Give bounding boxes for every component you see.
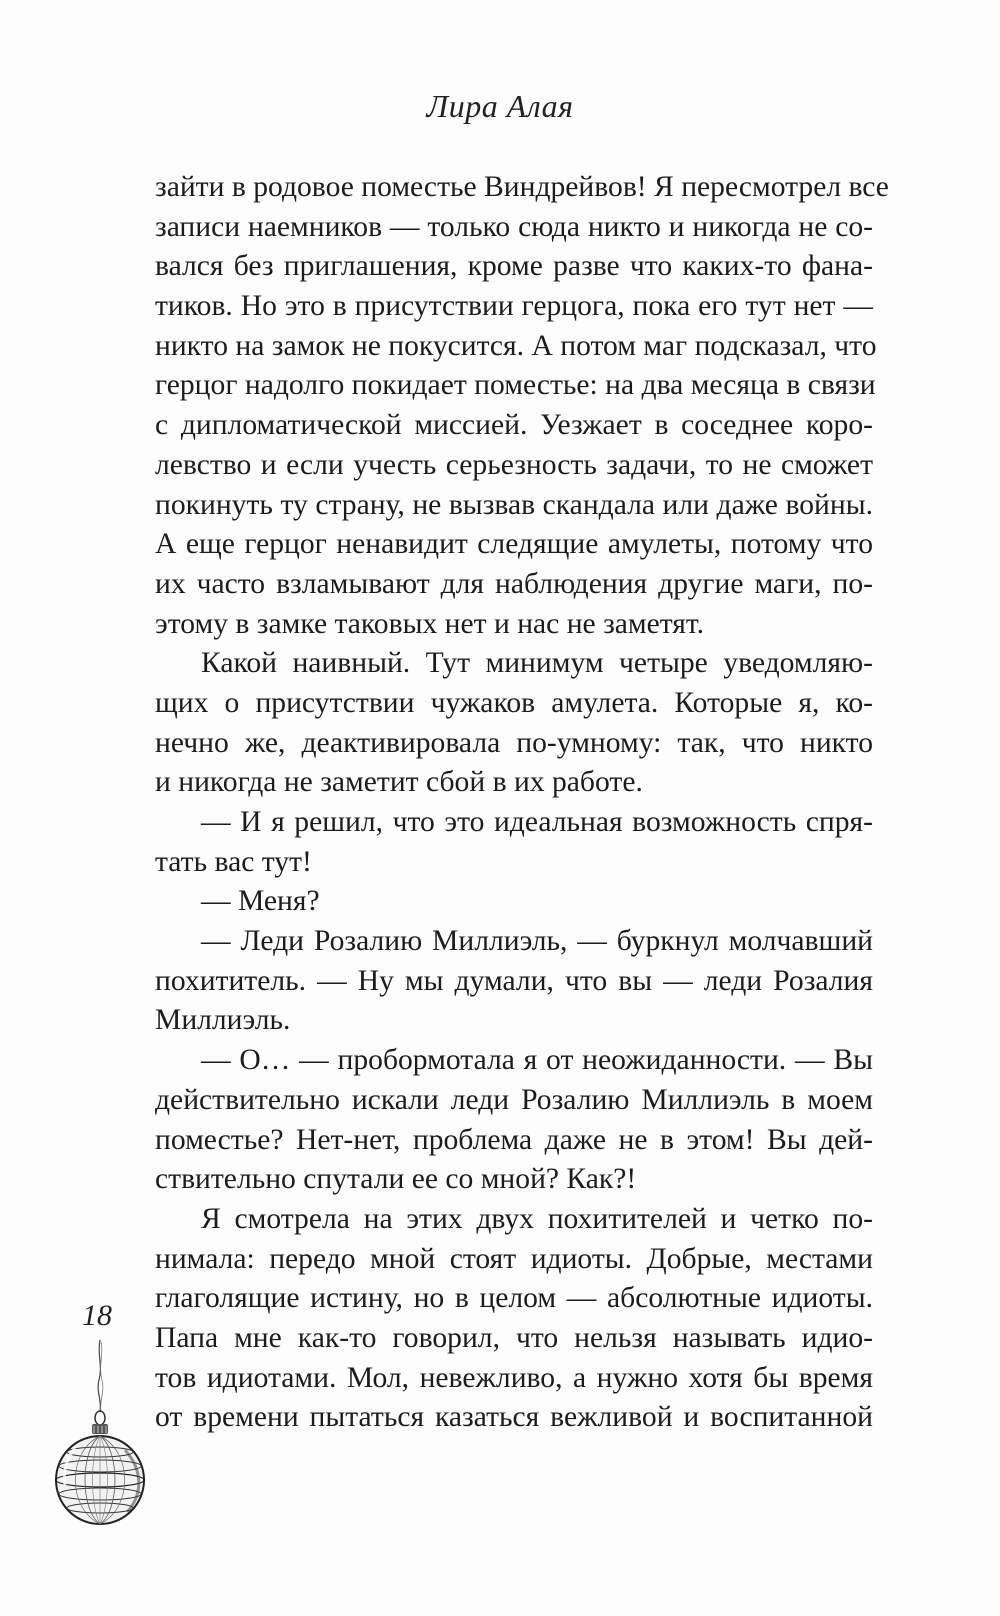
text-line: с дипломатической миссией. Уезжает в соседнее коро- [155, 409, 873, 442]
text-line: покинуть ту страну, не вызвав скандала или даже войны. [155, 488, 873, 521]
text-line: ствительно спутали ее со мной? Как?! [155, 1163, 637, 1196]
text-line: щих о присутствии чужаков амулета. Которые я, ко- [155, 686, 873, 719]
text-line: левство и если учесть серьезность задачи, то не сможет [155, 448, 873, 481]
text-line: и никогда не заметит сбой в их работе. [155, 766, 643, 799]
text-line: Папа мне как-то говорил, что нельзя называть идио- [155, 1321, 873, 1354]
text-line: — Меня? [201, 885, 320, 918]
text-line: их часто взламывают для наблюдения другие маги, по- [155, 567, 873, 600]
text-line: действительно искали леди Розалию Миллиэль в моем [155, 1083, 873, 1116]
text-line: этому в замке таковых нет и нас не заметят. [155, 607, 705, 640]
text-line: вался без приглашения, кроме разве что каких-то фана- [155, 250, 873, 283]
text-line: — И я решил, что это идеальная возможность спря- [201, 806, 873, 838]
christmas-ornament-icon [55, 1340, 145, 1540]
text-line: поместье? Нет-нет, проблема даже не в этом! Вы дей- [155, 1123, 873, 1156]
text-line: тов идиотами. Мол, невежливо, а нужно хотя бы время [155, 1361, 873, 1394]
text-line: герцог надолго покидает поместье: на два месяца в связи [155, 369, 876, 402]
text-line: зайти в родовое поместье Виндрейвов! Я пересмотрел все [155, 171, 889, 203]
text-line: глаголящие истину, но в целом — абсолютные идиоты. [155, 1282, 873, 1315]
text-line: — Леди Розалию Миллиэль, — буркнул молчавший [201, 925, 873, 958]
text-line: Какой наивный. Тут минимум четыре уведомляю- [201, 647, 873, 680]
page-number: 18 [82, 1299, 112, 1332]
text-line: Я смотрела на этих двух похитителей и четко по- [201, 1202, 873, 1235]
text-line: никто на замок не покусится. А потом маг подсказал, что [155, 329, 877, 362]
text-line: записи наемников — только сюда никто и никогда не со- [155, 210, 873, 243]
running-header-author: Лира Алая [426, 88, 574, 124]
text-line: тать вас тут! [155, 845, 312, 878]
text-line: тиков. Но это в присутствии герцога, пока его тут нет — [155, 290, 873, 323]
body-text [155, 168, 889, 1438]
text-line: А еще герцог ненавидит следящие амулеты, потому что [155, 528, 873, 561]
text-line: Миллиэль. [155, 1004, 291, 1037]
text-line: от времени пытаться казаться вежливой и воспитанной [155, 1401, 873, 1434]
text-line: — О… — пробормотала я от неожиданности. — Вы [201, 1044, 873, 1077]
text-line: нимала: передо мной стоят идиоты. Добрые, местами [155, 1242, 873, 1275]
text-line: похититель. — Ну мы думали, что вы — леди Розалия [155, 964, 873, 997]
text-line: нечно же, деактивировала по-умному: так, что никто [155, 726, 873, 759]
